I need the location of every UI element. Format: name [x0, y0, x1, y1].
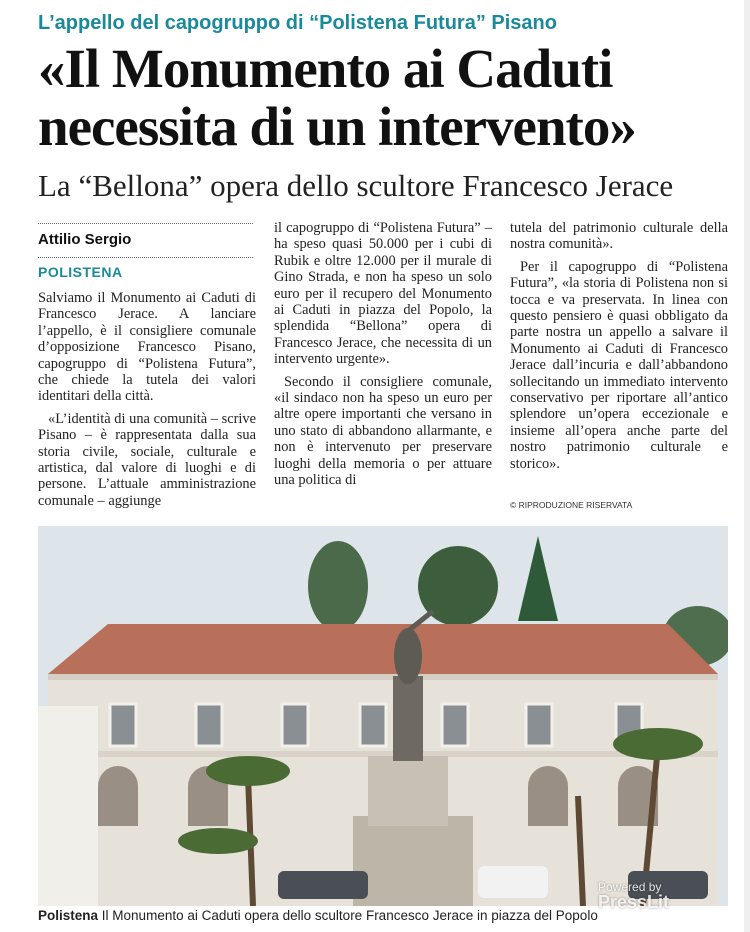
page-edge [744, 0, 750, 932]
article-column-2 [274, 220, 492, 489]
caption-text: Il Monumento ai Caduti opera dello scultore Francesco Jerace in piazza del Popolo [101, 908, 598, 923]
article-subhead: La “Bellona” opera dello scultore Francesco Jerace [38, 168, 674, 203]
column-paragraph: «L’identità di una comunità – scrive Pisano – è rappresentata dalla sua storia civile, sociale, culturale e artistica, dal valore di luoghi e di persone. L’attuale amministrazione comunale – aggiunge [38, 410, 256, 509]
article-column-1 [38, 290, 256, 509]
caption-place: Polistena [38, 908, 99, 923]
watermark-powered: Powered by [598, 880, 662, 894]
section-divider [38, 257, 253, 258]
column-paragraph: Salviamo il Monumento ai Caduti di Francesco Jerace. A lanciare l’appello, è il consigliere comunale d’opposizione Francesco Pisano, capogruppo di “Polistena Futura”, che chiede la tutela dei valori identitari della città. [38, 290, 256, 405]
column-paragraph: Per il capogruppo di “Polistena Futura”, «la storia di Polistena non si tocca e va preservata. In linea con questo pensiero è quasi obbligato da parte nostra un appello a salvare il Monumento ai Caduti di Francesco Jerace dall’incuria e dall’abbandono sollecitando un immediato intervento conservativo per riportare all’antico splendore un’opera eccezionale e insieme all’opera anche parte del nostro patrimonio culturale e storico». [510, 258, 728, 472]
monument-photo [38, 526, 728, 906]
article-section-label: POLISTENA [38, 264, 123, 280]
column-paragraph: Secondo il consigliere comunale, «il sindaco non ha speso un euro per altre opere importanti che versano in uno stato di abbandono allarmante, e non è intervenuto per preservare luoghi della memoria o per attuare una politica di [274, 373, 492, 489]
column-paragraph: il capogruppo di “Polistena Futura” – ha speso quasi 50.000 per i cubi di Rubik e oltre 12.000 per il murale di Gino Strada, e non ha speso un solo euro per il recupero del Monumento ai Caduti in piazza del Popolo, la splendida “Bellona” opera di Francesco Jerace, che necessita di un intervento urgente». [274, 220, 492, 368]
article-column-3 [510, 220, 728, 472]
watermark-brand: PressLit [598, 892, 670, 912]
headline-line-2: necessita di un intervento» [38, 96, 636, 157]
monument-illustration [38, 526, 728, 906]
article-author: Attilio Sergio [38, 231, 132, 248]
article-headline [38, 40, 738, 156]
headline-line-1: «Il Monumento ai Caduti [38, 38, 613, 99]
photo-caption [38, 908, 738, 923]
article-kicker: L’appello del capogruppo di “Polistena Futura” Pisano [38, 12, 557, 34]
copyright-notice: © RIPRODUZIONE RISERVATA [510, 500, 633, 510]
byline-divider [38, 223, 253, 224]
column-paragraph: tutela del patrimonio culturale della nostra comunità». [510, 220, 728, 253]
